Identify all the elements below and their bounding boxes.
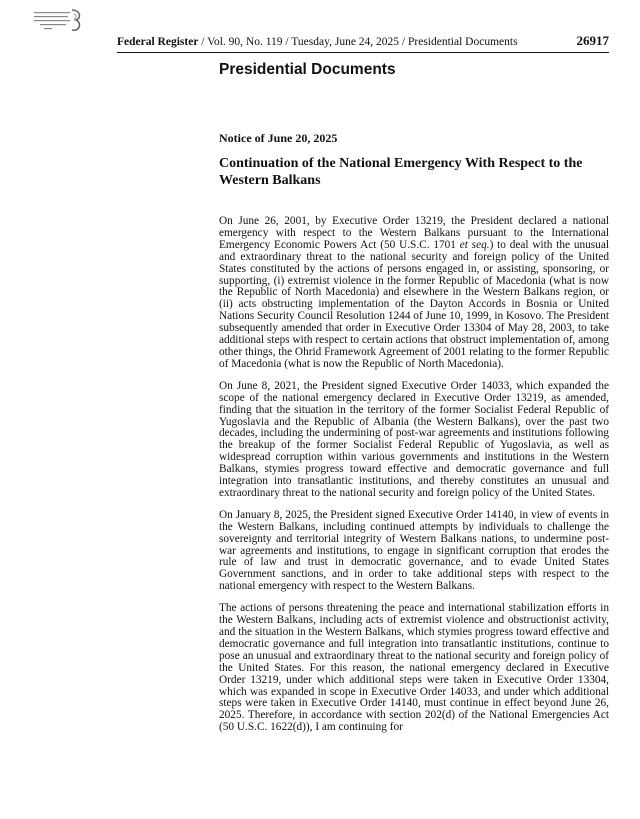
header-details: / Vol. 90, No. 119 / Tuesday, June 24, 2025 / Presidential Documents: [198, 36, 518, 48]
paragraph-4: The actions of persons threatening the peace and international stabilization efforts in the Western Balkans, including acts of extremist violence and obstructionist activity, and the situation in the Western Balkans, which stymies progress toward effective and democratic governance and full integration into transatlantic institutions, continue to pose an unusual and extraordinary threat to the national security and foreign policy of the United States. For this reason, the national emergency declared in Executive Order 13219, under which additional steps were taken in Executive Order 13304, which was expanded in scope in Executive Order 14033, and under which additional steps were taken in Executive Order 14140, must continue in effect beyond June 26, 2025. Therefore, in accordance with section 202(d) of the National Emergencies Act (50 U.S.C. 1622(d)), I am continuing for: [219, 602, 609, 734]
paragraph-3: On January 8, 2025, the President signed Executive Order 14140, in view of events in the Western Balkans, including continued attempts by individuals to challenge the sovereignty and territorial integrity of Western Balkans nations, to undermine post-war agreements and institutions, to engage in significant corruption that erodes the rule of law and trust in democratic governance, and to evade United States Government sanctions, and in order to take additional steps with respect to the national emergency with respect to the Western Balkans.: [219, 508, 609, 593]
paragraph-2: On June 8, 2021, the President signed Executive Order 14033, which expanded the scope of the national emergency declared in Executive Order 13219, as amended, finding that the situation in the territory of the former Socialist Federal Republic of Yugoslavia and the Republic of Albania (the Western Balkans), over the past two decades, including the undermining of post-war agreements and institutions following the breakup of the former Socialist Federal Republic of Yugoslavia, as well as widespread corruption within various governments and institutions in the Western Balkans, stymies progress toward effective and democratic governance and full integration into transatlantic institutions, and thereby constitutes an unusual and extraordinary threat to the national security and foreign policy of the United States.: [219, 379, 609, 499]
running-header: [117, 35, 609, 49]
publication-name: Federal Register: [117, 36, 199, 48]
notice-date: Notice of June 20, 2025: [219, 131, 338, 145]
document-body: [219, 216, 609, 744]
header-rule: [117, 52, 609, 53]
section-title: Presidential Documents: [219, 61, 396, 78]
page-number: 26917: [576, 33, 609, 48]
gpo-authenticated-logo: [34, 8, 86, 34]
paragraph-1: On June 26, 2001, by Executive Order 13219, the President declared a national emergency with respect to the Western Balkans pursuant to the International Emergency Economic Powers Act (50 U.S.C. 1701 et seq.) to deal with the unusual and extraordinary threat to the national security and foreign policy of the United States constituted by the actions of persons engaged in, or assisting, sponsoring, or supporting, (i) extremist violence in the former Republic of Macedonia (what is now the Republic of North Macedonia) and elsewhere in the Western Balkans region, or (ii) acts obstructing implementation of the Dayton Accords in Bosnia or United Nations Security Council Resolution 1244 of June 10, 1999, in Kosovo. The President subsequently amended that order in Executive Order 13304 of May 28, 2003, to take additional steps with respect to certain actions that obstruct implementation of, among other things, the Ohrid Framework Agreement of 2001 relating to the former Republic of Macedonia (what is now the Republic of North Macedonia).: [219, 215, 609, 370]
document-title: Continuation of the National Emergency With Respect to the Western Balkans: [219, 156, 583, 188]
italic-et-seq: et seq.: [459, 238, 490, 251]
